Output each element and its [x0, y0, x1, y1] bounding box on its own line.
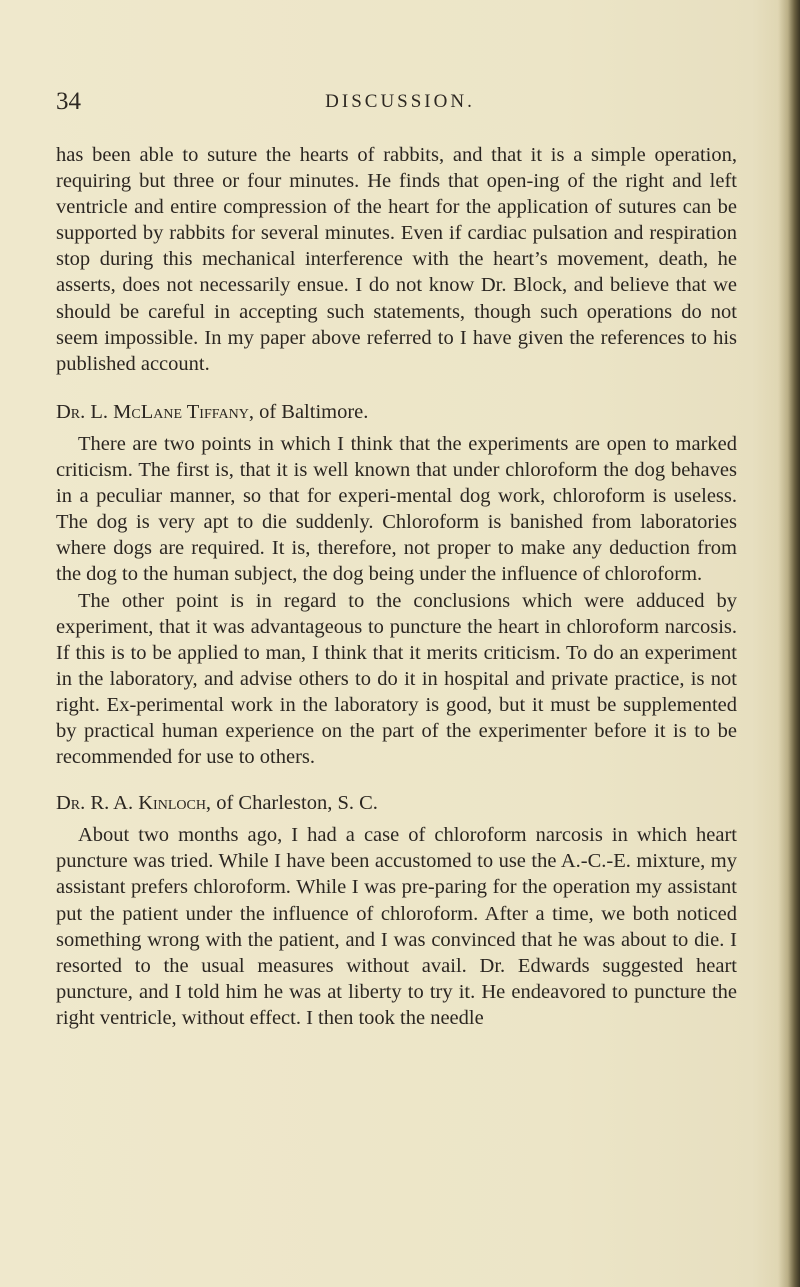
speaker-place: of Baltimore.	[253, 400, 369, 423]
speaker-heading-tiffany	[56, 399, 737, 425]
paragraph: About two months ago, I had a case of chloroform narcosis in which heart puncture was tried. While I have been accustomed to use the A.-C.-E. mixture, my assistant prefers chloroform. While I was pre-paring for the operation my assistant put the patient under the influence of chloroform. After a time, we both noticed something wrong with the patient, and I was convinced that he was about to die. I resorted to the usual measures without avail. Dr. Edwards suggested heart puncture, and I told him he was at liberty to try it. He endeavored to puncture the right ventricle, without effect. I then took the needle	[56, 824, 737, 1029]
body-text	[56, 142, 737, 1031]
paragraph-continuation: has been able to suture the hearts of rabbits, and that it is a simple operation, requiring but three or four minutes. He finds that open-ing of the right and left ventricle and entire compression of the heart for the application of sutures can be supported by rabbits for several minutes. Even if cardiac pulsation and respiration stop during this mechanical interference with the heart’s movement, death, he asserts, does not necessarily ensue. I do not know Dr. Block, and believe that we should be careful in accepting such statements, though such operations do not seem impossible. In my paper above referred to I have given the references to his published account.	[56, 144, 737, 375]
page-binding-edge	[778, 0, 800, 1287]
page-header	[0, 88, 800, 122]
speaker-name: Dr. L. McLane Tiffany,	[56, 400, 254, 423]
page-number: 34	[56, 88, 81, 115]
paragraph: There are two points in which I think that the experiments are open to marked criticism. The first is, that it is well known that under chloroform the dog behaves in a peculiar manner, so that for experi-mental dog work, chloroform is useless. The dog is very apt to die suddenly. Chloroform is banished from laboratories where dogs are required. It is, therefore, not proper to make any deduction from the dog to the human subject, the dog being under the influence of chloroform.	[56, 432, 737, 586]
running-head: DISCUSSION.	[325, 91, 475, 112]
paragraph: The other point is in regard to the conclusions which were adduced by experiment, that it was advantageous to puncture the heart in chloroform narcosis. If this is to be applied to man, I think that it merits criticism. To do an experiment in the laboratory, and advise others to do it in hospital and private practice, is not right. Ex-perimental work in the laboratory is good, but it must be supplemented by practical human experience on the part of the experimenter before it is to be recommended for use to others.	[56, 589, 737, 769]
speaker-name: Dr. R. A. Kinloch,	[56, 792, 212, 815]
speaker-place: of Charleston, S. C.	[211, 792, 378, 815]
speaker-heading-kinloch	[56, 790, 737, 816]
